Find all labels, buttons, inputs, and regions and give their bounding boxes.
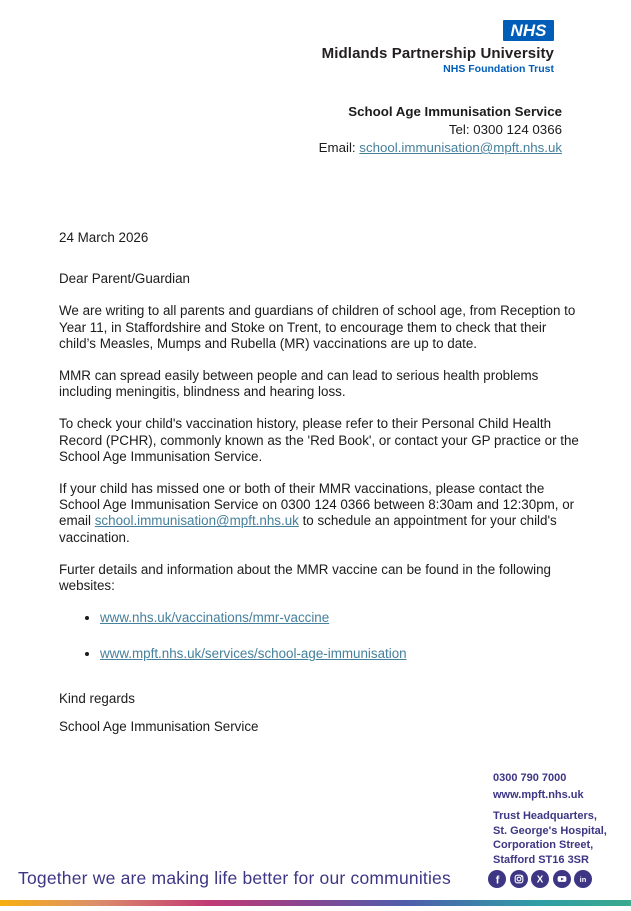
letter-date: 24 March 2026: [59, 230, 149, 245]
list-item: [100, 610, 579, 626]
closing: Kind regards: [59, 690, 135, 706]
x-twitter-icon: [531, 870, 549, 888]
linkedin-icon: [574, 870, 592, 888]
letterhead: [322, 20, 554, 75]
paragraph-missed-after: to schedule an appointment for your child's vaccination.: [59, 513, 557, 545]
address-line: Trust Headquarters,: [493, 810, 597, 822]
service-phone: Tel: 0300 124 0366: [448, 122, 562, 137]
instagram-icon: [510, 870, 528, 888]
paragraph-intro: We are writing to all parents and guardians of children of school age, from Reception to Year 11, in Staffordshire and Stoke on Trent, to encourage them to check that their child’s Measles, Mumps and Rubella (MR) vaccinations are up to date.: [59, 303, 576, 351]
paragraph-missed-before: If your child has missed one or both of their MMR vaccinations, please contact the School Age Immunisation Service on 0300 124 0366 between 8:30am and 12:30pm, or email: [59, 481, 575, 529]
service-name: School Age Immunisation Service: [348, 104, 562, 119]
trust-tagline: Together we are making life better for our communities: [18, 868, 451, 888]
address-line: Stafford ST16 3SR: [493, 853, 589, 866]
service-email-link[interactable]: school.immunisation@mpft.nhs.uk: [359, 140, 562, 155]
paragraph-check-history: To check your child's vaccination history, please refer to their Personal Child Health Record (PCHR), commonly known as the 'Red Book', or contact your GP practice or the School Age Immunisation Service.: [59, 416, 579, 464]
nhs-mmr-link[interactable]: www.nhs.uk/vaccinations/mmr-vaccine: [100, 610, 330, 626]
organisation-subtitle: NHS Foundation Trust: [443, 63, 554, 75]
brand-gradient-bar: [0, 900, 631, 906]
list-item: [100, 646, 579, 662]
website-list: [59, 610, 579, 662]
trust-website: www.mpft.nhs.uk: [493, 789, 584, 801]
nhs-logo-text: NHS: [510, 21, 547, 40]
svg-text:X: X: [536, 874, 544, 886]
organisation-name: Midlands Partnership University: [321, 45, 554, 62]
signature: School Age Immunisation Service: [59, 718, 259, 734]
email-label: Email:: [318, 140, 360, 155]
youtube-icon: [553, 870, 571, 888]
address-line: St. George's Hospital,: [493, 824, 607, 837]
body-email-link[interactable]: school.immunisation@mpft.nhs.uk: [94, 513, 299, 529]
paragraph-risks: MMR can spread easily between people and can lead to serious health problems including meningitis, blindness and hearing loss.: [59, 368, 539, 400]
paragraph-further-details: Furter details and information about the MMR vaccine can be found in the following websites:: [59, 561, 552, 594]
paragraph-missed-vaccination: [59, 481, 579, 546]
address-line: Corporation Street,: [493, 839, 594, 851]
svg-text:in: in: [579, 874, 587, 884]
service-email-line: [319, 139, 562, 157]
letter-body: [59, 230, 579, 751]
facebook-icon: [488, 870, 506, 888]
trust-phone: 0300 790 7000: [493, 772, 567, 784]
mpft-immunisation-link[interactable]: www.mpft.nhs.uk/services/school-age-immunisation: [100, 646, 407, 662]
service-contact-block: [319, 103, 562, 157]
svg-text:f: f: [495, 874, 500, 887]
trust-address: [493, 809, 613, 867]
nhs-logo: [503, 20, 554, 41]
social-icons: [488, 870, 592, 888]
salutation: Dear Parent/Guardian: [59, 271, 191, 287]
footer-contact-block: [493, 770, 613, 867]
